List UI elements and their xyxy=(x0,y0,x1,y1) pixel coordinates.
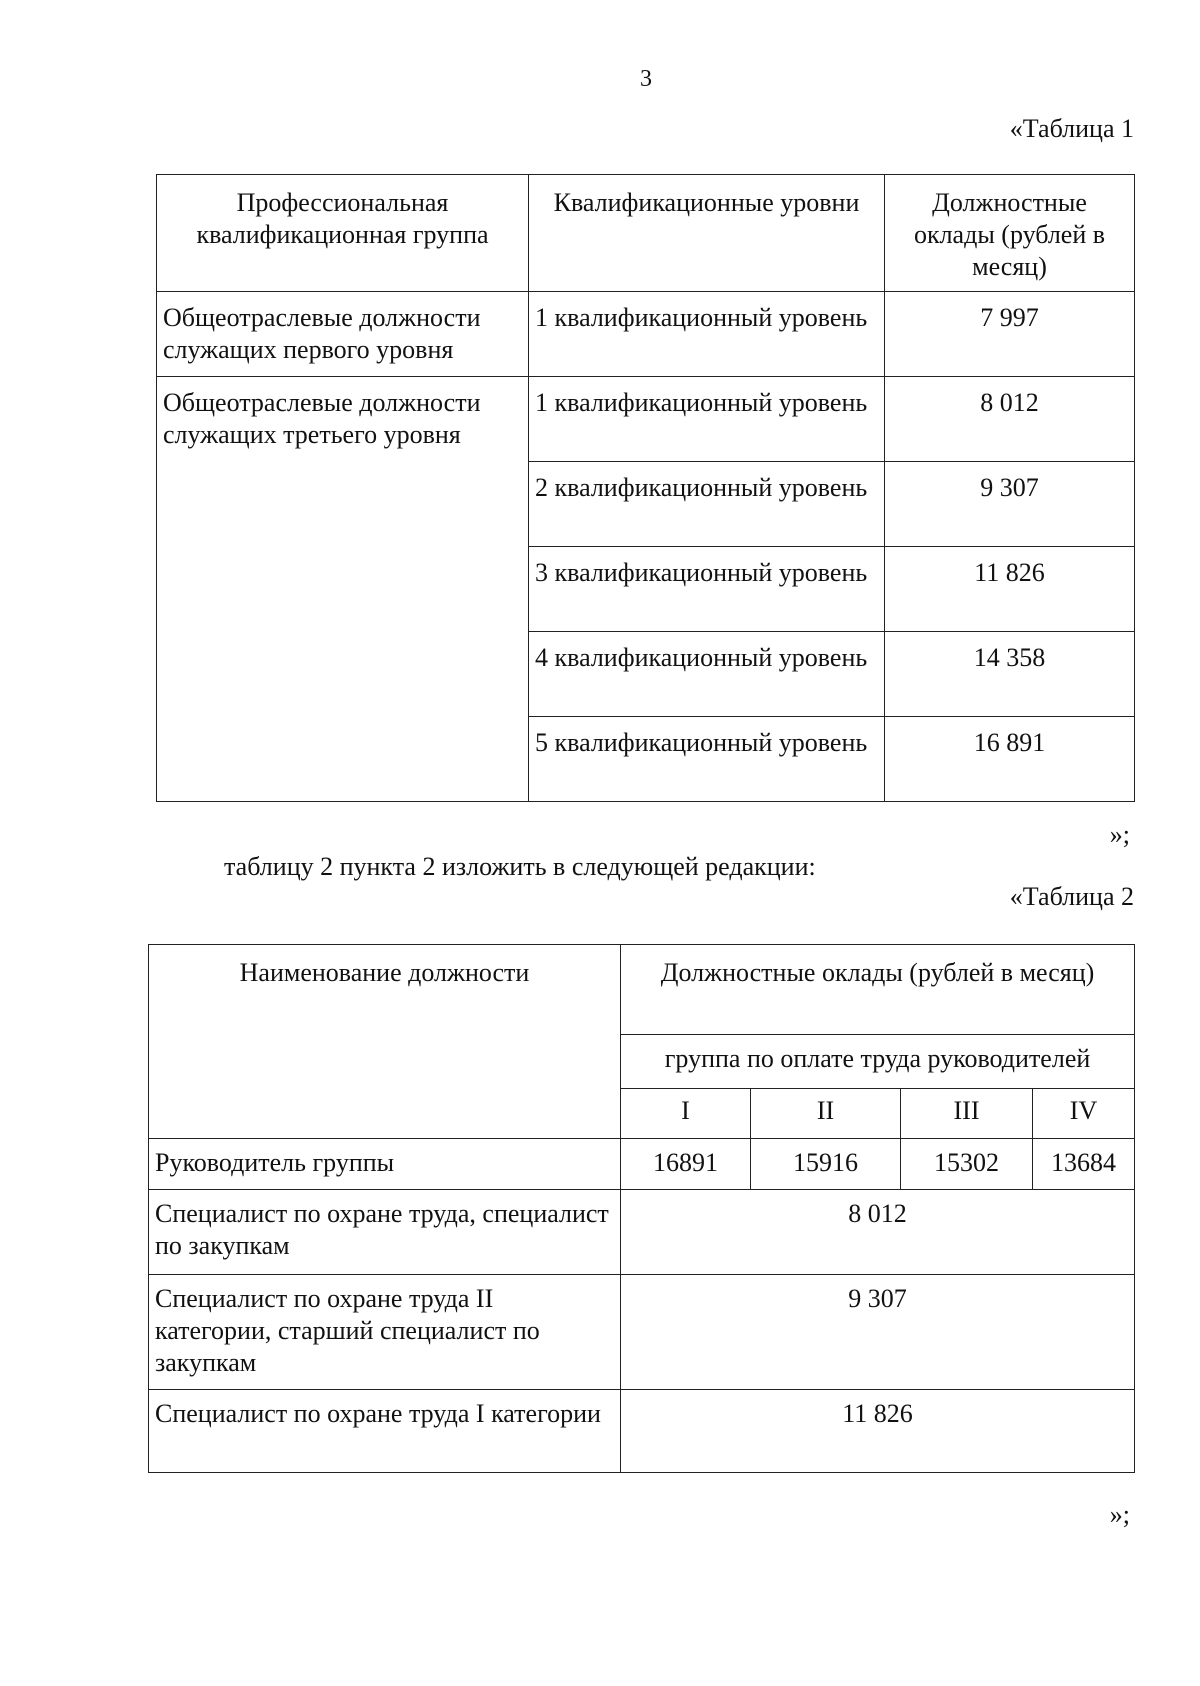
header-position: Наименование должности xyxy=(149,945,621,1139)
salary-cell: 16891 xyxy=(621,1139,751,1190)
table-row xyxy=(157,292,1135,377)
table-2-header-row xyxy=(149,945,1135,1035)
salary-cell: 13684 xyxy=(1033,1139,1135,1190)
header-category: II xyxy=(751,1089,901,1139)
header-category: IV xyxy=(1033,1089,1135,1139)
level-cell: 1 квалификационный уровень xyxy=(529,377,885,462)
header-salary: Должностные оклады (рублей в месяц) xyxy=(621,945,1135,1035)
salary-cell: 9 307 xyxy=(621,1275,1135,1390)
salary-cell: 15916 xyxy=(751,1139,901,1190)
body-paragraph: таблицу 2 пункта 2 изложить в следующей редакции: xyxy=(224,852,816,881)
position-name: Руководитель группы xyxy=(149,1139,621,1190)
table-row xyxy=(149,1275,1135,1390)
table-row xyxy=(149,1390,1135,1473)
header-group: Профессиональная квалификационная группа xyxy=(157,175,529,292)
header-pay-group: группа по оплате труда руководителей xyxy=(621,1035,1135,1089)
level-cell: 2 квалификационный уровень xyxy=(529,462,885,547)
header-level: Квалификационные уровни xyxy=(529,175,885,292)
salary-cell: 7 997 xyxy=(885,292,1135,377)
position-name: Специалист по охране труда II категории, старший специалист по закупкам xyxy=(149,1275,621,1390)
level-cell: 4 квалификационный уровень xyxy=(529,632,885,717)
group-name: Общеотраслевые должности служащих третьего уровня xyxy=(157,377,529,802)
level-cell: 3 квалификационный уровень xyxy=(529,547,885,632)
table-2-caption: «Таблица 2 xyxy=(1009,882,1134,911)
table-1 xyxy=(156,174,1135,802)
position-name: Специалист по охране труда I категории xyxy=(149,1390,621,1473)
table-2-closing: »; xyxy=(1109,1500,1130,1529)
table-row xyxy=(149,1139,1135,1190)
header-salary: Должностные оклады (рублей в месяц) xyxy=(885,175,1135,292)
group-name: Общеотраслевые должности служащих первого уровня xyxy=(157,292,529,377)
salary-cell: 9 307 xyxy=(885,462,1135,547)
salary-cell: 14 358 xyxy=(885,632,1135,717)
salary-cell: 16 891 xyxy=(885,717,1135,802)
position-name: Специалист по охране труда, специалист по закупкам xyxy=(149,1190,621,1275)
salary-cell: 15302 xyxy=(901,1139,1033,1190)
table-1-caption: «Таблица 1 xyxy=(1009,114,1134,143)
table-row xyxy=(157,377,1135,462)
table-1-closing: »; xyxy=(1109,820,1130,849)
page-number: 3 xyxy=(640,66,652,92)
salary-cell: 11 826 xyxy=(885,547,1135,632)
header-category: III xyxy=(901,1089,1033,1139)
table-row xyxy=(149,1190,1135,1275)
level-cell: 1 квалификационный уровень xyxy=(529,292,885,377)
table-2 xyxy=(148,944,1135,1473)
salary-cell: 8 012 xyxy=(885,377,1135,462)
salary-cell: 11 826 xyxy=(621,1390,1135,1473)
header-category: I xyxy=(621,1089,751,1139)
level-cell: 5 квалификационный уровень xyxy=(529,717,885,802)
table-1-header-row xyxy=(157,175,1135,292)
salary-cell: 8 012 xyxy=(621,1190,1135,1275)
